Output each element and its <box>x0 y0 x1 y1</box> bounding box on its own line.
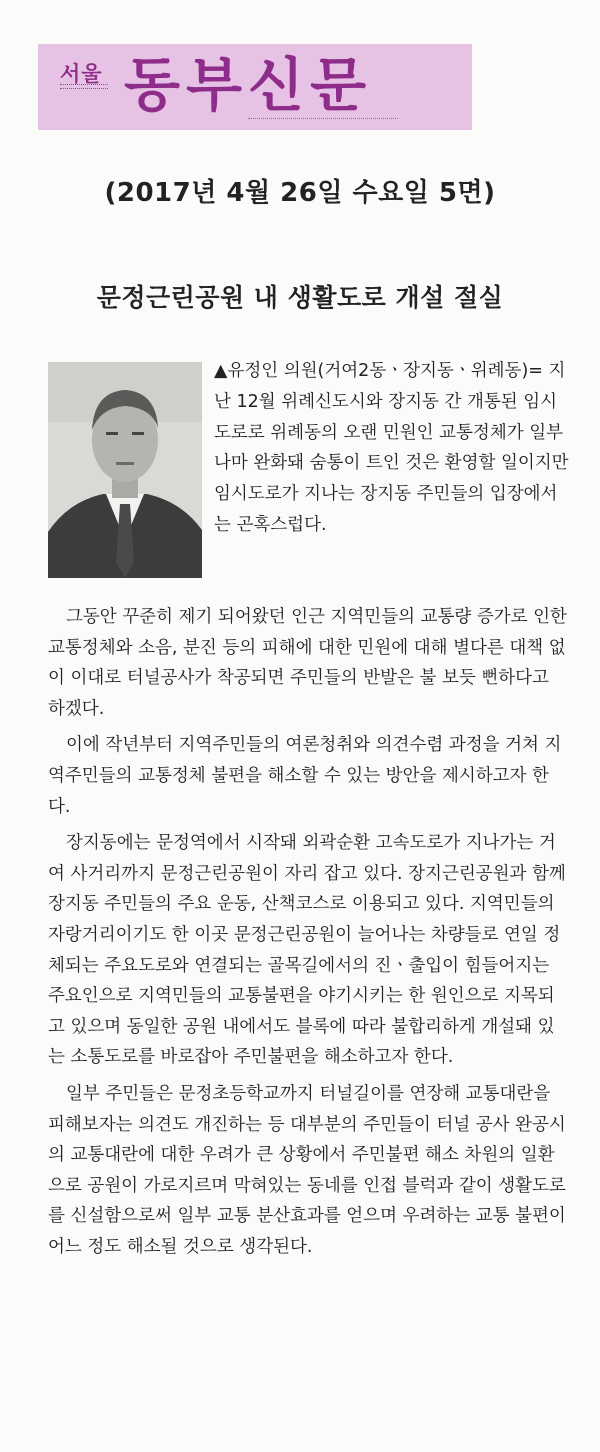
portrait-image <box>48 362 202 578</box>
article-lead <box>214 356 570 541</box>
masthead-title: 동부신문 <box>124 51 373 119</box>
lead-paragraph: ▲유정인 의원(거여2동ㆍ장지동ㆍ위례동)= 지난 12월 위례신도시와 장지동 간 개통된 임시도로로 위례동의 오랜 민원인 교통정체가 일부나마 완화돼 숨통이 트인 것은 환영할 일이지만 임시도로가 지나는 장지동 주민들의 입장에서는 곤혹스럽다. <box>214 361 569 535</box>
masthead-prefix-ornament <box>60 84 108 89</box>
masthead-underline <box>248 118 398 121</box>
article-headline: 문정근린공원 내 생활도로 개설 절실 <box>96 283 504 312</box>
issue-date: (2017년 4월 26일 수요일 5면) <box>104 178 496 208</box>
body-paragraph-2: 이에 작년부터 지역주민들의 여론청취와 의견수렴 과정을 거쳐 지역주민들의 교통정체 불편을 해소할 수 있는 방안을 제시하고자 한다. <box>48 735 562 817</box>
article-body <box>48 602 570 1268</box>
masthead-prefix: 서울 <box>60 61 103 86</box>
body-paragraph-1: 그동안 꾸준히 제기 되어왔던 인근 지역민들의 교통량 증가로 인한 교통정체와 소음, 분진 등의 피해에 대한 민원에 대해 별다른 대책 없이 이대로 터널공사가 착공되면 주민들의 반발은 불 보듯 뻔하다고 하겠다. <box>48 607 567 719</box>
body-paragraph-3: 장지동에는 문정역에서 시작돼 외곽순환 고속도로가 지나가는 거여 사거리까지 문정근린공원이 자리 잡고 있다. 장지근린공원과 함께 장지동 주민들의 주요 운동, 산책코스로 이용되고 있다. 지역민들의 자랑거리이기도 한 이곳 문정근린공원이 늘어나는 차량들로 연일 정체되는 주요도로와 연결되는 골목길에서의 진ㆍ출입이 힘들어지는 주요인으로 지역민들의 교통불편을 야기시키는 한 원인으로 지목되고 있으며 동일한 공원 내에서도 블록에 따라 불합리하게 개설돼 있는 소통도로를 바로잡아 주민불편을 해소하고자 한다. <box>48 833 566 1068</box>
body-paragraph-4: 일부 주민들은 문정초등학교까지 터널길이를 연장해 교통대란을 피해보자는 의견도 개진하는 등 대부분의 주민들이 터널 공사 완공시의 교통대란에 대한 우려가 큰 상황에서 주민불편 해소 차원의 일환으로 공원이 가로지르며 막혀있는 동네를 인접 블럭과 같이 생활도로를 신설함으로써 일부 교통 분산효과를 얻으며 우려하는 교통 불편이 어느 정도 해소될 것으로 생각된다. <box>48 1083 566 1257</box>
author-photo <box>48 362 202 578</box>
masthead <box>38 44 472 130</box>
